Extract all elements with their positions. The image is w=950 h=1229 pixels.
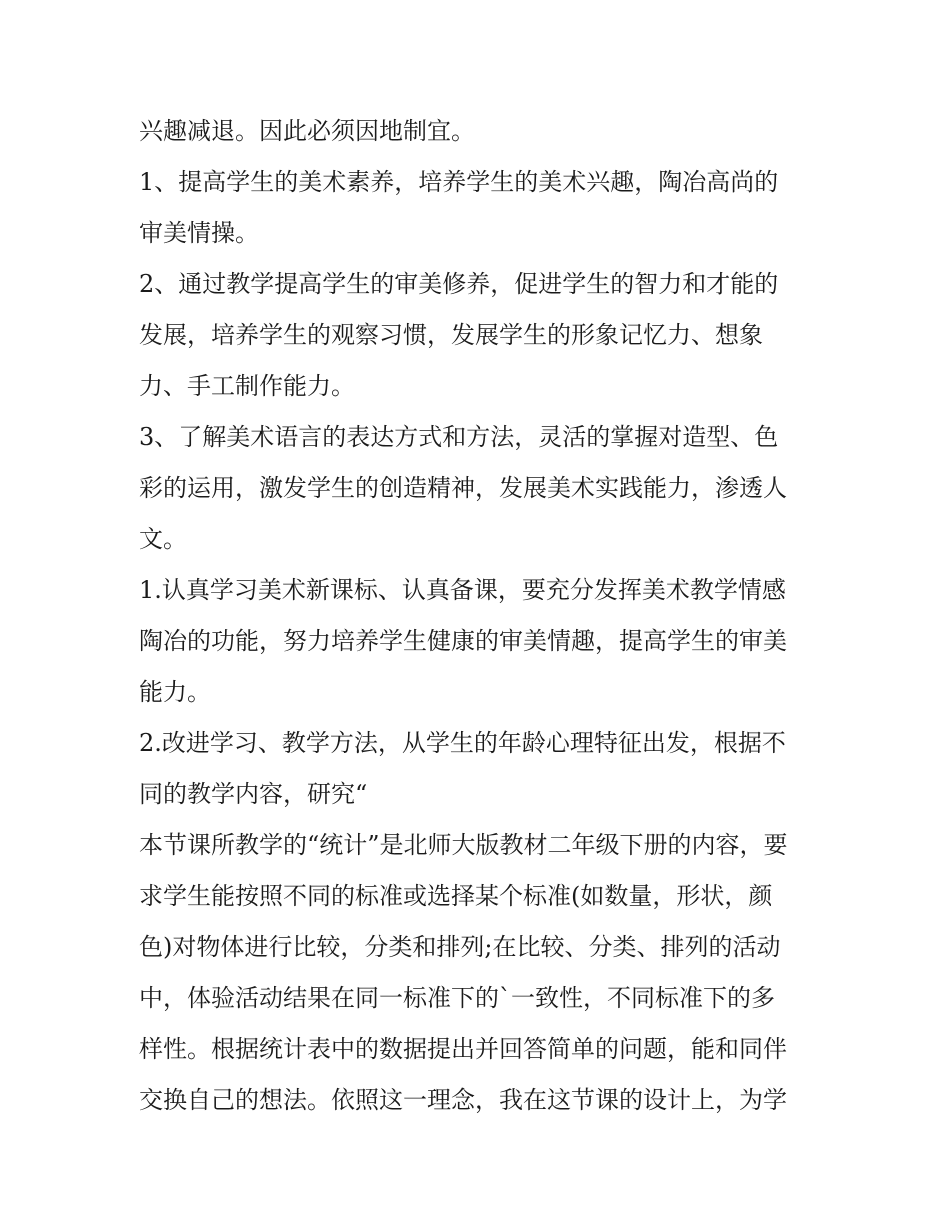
text-line-10: 1.认真学习美术新课标、认真备课，要充分发挥美术教学情感	[139, 576, 786, 604]
text-line-5: 发展，培养学生的观察习惯，发展学生的形象记忆力、想象	[139, 321, 763, 349]
text-line-2: 1、提高学生的美术素养，培养学生的美术兴趣，陶冶高尚的	[139, 168, 779, 196]
text-line-18: 中，体验活动结果在同一标准下的`一致性，不同标准下的多	[139, 984, 775, 1012]
text-line-20: 交换自己的想法。依照这一理念，我在这节课的设计上，为学	[139, 1086, 787, 1114]
text-line-14: 同的教学内容，研究“	[139, 780, 368, 808]
text-line-3: 审美情操。	[139, 219, 259, 247]
text-line-1: 兴趣减退。因此必须因地制宜。	[139, 117, 475, 145]
text-line-11: 陶冶的功能，努力培养学生健康的审美情趣，提高学生的审美	[139, 627, 787, 655]
text-line-15: 本节课所教学的“统计”是北师大版教材二年级下册的内容，要	[139, 831, 788, 859]
text-line-8: 彩的运用，激发学生的创造精神，发展美术实践能力，渗透人	[139, 474, 787, 502]
document-body	[139, 106, 829, 1126]
text-line-6: 力、手工制作能力。	[139, 372, 355, 400]
text-line-19: 样性。根据统计表中的数据提出并回答简单的问题，能和同伴	[139, 1035, 787, 1063]
text-line-4: 2、通过教学提高学生的审美修养，促进学生的智力和才能的	[139, 270, 779, 298]
text-line-12: 能力。	[139, 678, 211, 706]
text-line-17: 色)对物体进行比较，分类和排列;在比较、分类、排列的活动	[139, 933, 781, 961]
text-line-13: 2.改进学习、教学方法，从学生的年龄心理特征出发，根据不	[139, 729, 786, 757]
text-line-9: 文。	[139, 525, 187, 553]
text-line-7: 3、了解美术语言的表达方式和方法，灵活的掌握对造型、色	[139, 423, 779, 451]
text-line-16: 求学生能按照不同的标准或选择某个标准(如数量，形状，颜	[139, 882, 773, 910]
